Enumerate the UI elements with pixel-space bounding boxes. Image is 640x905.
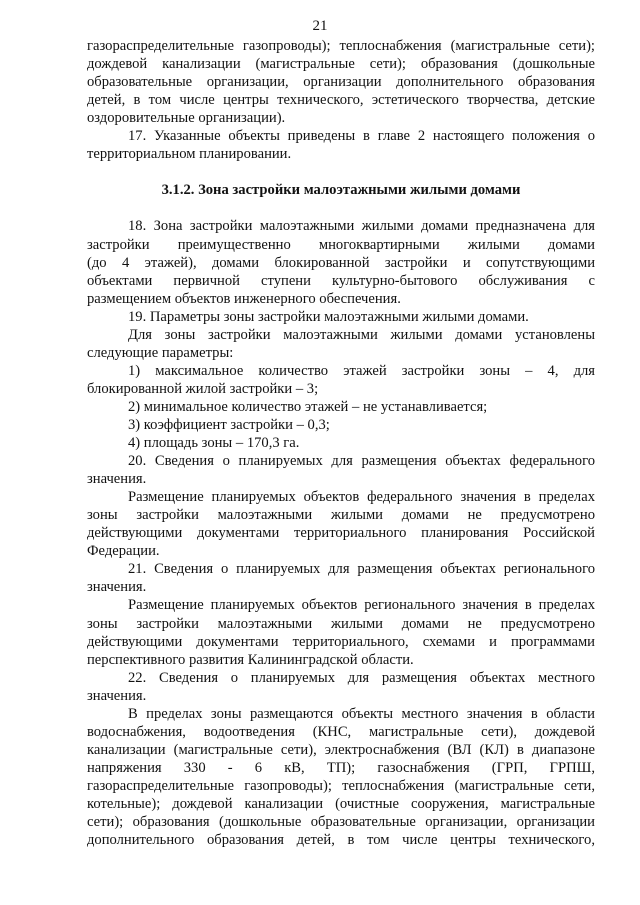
- section-heading: 3.1.2. Зона застройки малоэтажными жилыми домами: [161, 182, 521, 199]
- text-line: газораспределительные газопроводы); теплоснабжения (магистральные сети);: [87, 38, 595, 54]
- text-line: дождевой канализации (магистральные сети); образования (дошкольные: [87, 56, 595, 73]
- text-line: застройки преимущественно многоквартирными жилыми домами: [87, 236, 595, 253]
- document-body: [87, 37, 595, 849]
- page-number: 21: [312, 18, 328, 34]
- blank-line: [87, 199, 595, 217]
- blank-line: [87, 163, 595, 181]
- text-line: 18. Зона застройки малоэтажными жилыми домами предназначена для: [128, 218, 595, 235]
- text-line: перспективного развития Калининградской области.: [87, 651, 414, 668]
- text-line: 17. Указанные объекты приведены в главе 2 настоящего положения о: [128, 128, 595, 145]
- text-line: дополнительного образования детей, в том числе центры технического,: [87, 832, 595, 849]
- text-line: зоны застройки малоэтажными жилыми домами не предусмотрено: [87, 507, 595, 524]
- text-line: 19. Параметры зоны застройки малоэтажными жилыми домами.: [128, 308, 529, 325]
- text-line: территориальном планировании.: [87, 146, 292, 163]
- text-line: действующими документами территориального планирования Российской: [87, 525, 595, 542]
- text-line: напряжения 330 - 6 кВ, ТП); газоснабжения (ГРП, ГРПШ,: [87, 759, 595, 776]
- text-line: 2) минимальное количество этажей – не устанавливается;: [128, 398, 488, 415]
- text-line: объектами первичной ступени культурно-бытового обслуживания с: [87, 272, 595, 289]
- text-line: 21. Сведения о планируемых для размещения объектах регионального: [128, 561, 595, 578]
- text-line: 3) коэффициент застройки – 0,3;: [128, 416, 330, 433]
- text-line: значения.: [87, 471, 147, 488]
- text-line: газораспределительные газопроводы); теплоснабжения (магистральные сети,: [87, 777, 595, 794]
- text-line: 4) площадь зоны – 170,3 га.: [128, 435, 300, 452]
- text-line: следующие параметры:: [87, 344, 234, 361]
- text-line: 22. Сведения о планируемых для размещения объектах местного: [128, 669, 595, 686]
- text-line: Размещение планируемых объектов регионального значения в пределах: [128, 597, 595, 614]
- text-line: (до 4 этажей), домами блокированной застройки и сопутствующими: [87, 254, 595, 271]
- text-line: котельные); дождевой канализации (очистные сооружения, магистральные: [87, 795, 595, 812]
- text-line: 1) максимальное количество этажей застройки зоны – 4, для: [128, 362, 595, 379]
- text-line: Для зоны застройки малоэтажными жилыми домами установлены: [128, 326, 595, 343]
- text-line: значения.: [87, 579, 147, 596]
- text-line: водоснабжения, водоотведения (КНС, магистральные сети), дождевой: [87, 723, 595, 740]
- text-line: размещением объектов инженерного обеспечения.: [87, 290, 401, 307]
- text-line: оздоровительные организации).: [87, 110, 286, 127]
- text-line: сети); образования (дошкольные образовательные организации, организации: [87, 814, 595, 831]
- text-line: образовательные организации, организации дополнительного образования: [87, 74, 595, 91]
- text-line: Размещение планируемых объектов федерального значения в пределах: [128, 489, 595, 506]
- text-line: Федерации.: [87, 543, 160, 560]
- text-line: детей, в том числе центры технического, эстетического творчества, детские: [87, 92, 595, 109]
- text-line: зоны застройки малоэтажными жилыми домами не предусмотрено: [87, 615, 595, 632]
- text-line: 20. Сведения о планируемых для размещения объектах федерального: [128, 453, 595, 470]
- text-line: блокированной жилой застройки – 3;: [87, 380, 319, 397]
- text-line: действующими документами территориального, схемами и программами: [87, 633, 595, 650]
- text-line: значения.: [87, 687, 147, 704]
- text-line: канализации (магистральные сети), электроснабжения (ВЛ (КЛ) в диапазоне: [87, 741, 595, 758]
- text-line: В пределах зоны размещаются объекты местного значения в области: [128, 705, 595, 722]
